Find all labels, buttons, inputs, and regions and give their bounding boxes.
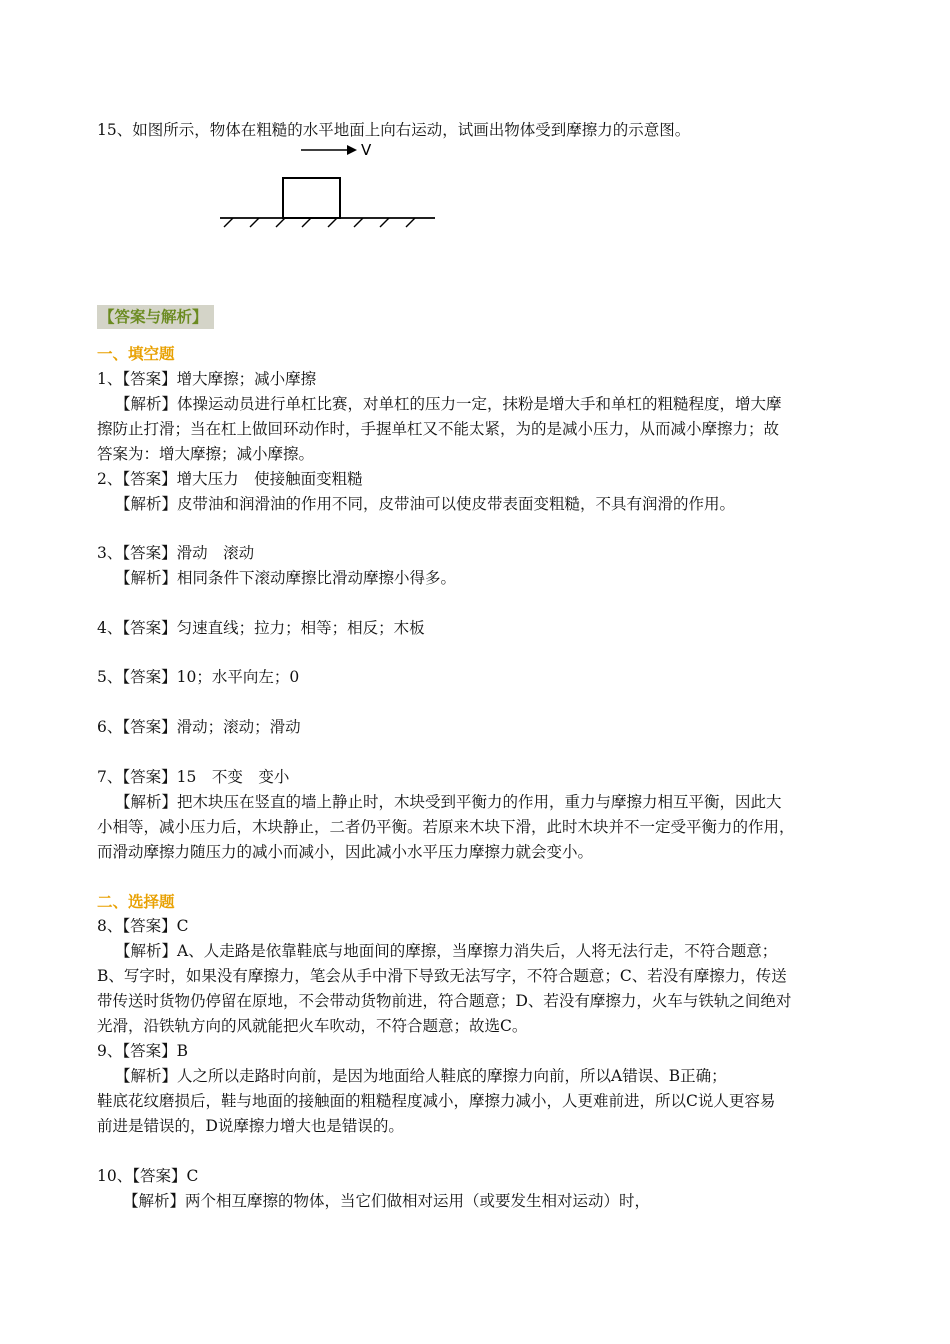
ground-hatching xyxy=(224,218,415,227)
analysis-line: 答案为：增大摩擦；减小摩擦。 xyxy=(97,445,315,463)
answer-line: 2、【答案】增大压力 使接触面变粗糙 xyxy=(97,470,363,488)
answer-line: 9、【答案】B xyxy=(97,1042,189,1060)
answer-line: 4、【答案】匀速直线；拉力；相等；相反；木板 xyxy=(97,619,425,637)
analysis-line: 前进是错误的，D说摩擦力增大也是错误的。 xyxy=(97,1117,404,1135)
analysis-line: 【解析】把木块压在竖直的墙上静止时，木块受到平衡力的作用，重力与摩擦力相互平衡，因此大 xyxy=(115,793,782,811)
analysis-line: 【解析】体操运动员进行单杠比赛，对单杠的压力一定，抹粉是增大手和单杠的粗糙程度，增大摩 xyxy=(115,395,782,413)
answer-line: 7、【答案】15 不变 变小 xyxy=(97,768,290,786)
velocity-label: V xyxy=(361,141,372,159)
analysis-line: B、写字时，如果没有摩擦力，笔会从手中滑下导致无法写字，不符合题意；C、若没有摩擦力，传送 xyxy=(97,967,787,985)
analysis-line: 擦防止打滑；当在杠上做回环动作时，手握单杠又不能太紧，为的是减小压力，从而减小摩擦力；故 xyxy=(97,420,780,438)
analysis-line: 【解析】相同条件下滚动摩擦比滑动摩擦小得多。 xyxy=(115,569,457,587)
answer-line: 1、【答案】增大摩擦；减小摩擦 xyxy=(97,370,317,388)
answer-line: 6、【答案】滑动；滚动；滑动 xyxy=(97,718,301,736)
analysis-line: 【解析】两个相互摩擦的物体，当它们做相对运用（或要发生相对运动）时， xyxy=(123,1192,651,1210)
analysis-line: 光滑，沿铁轨方向的风就能把火车吹动，不符合题意；故选C。 xyxy=(97,1017,528,1035)
analysis-line: 小相等，减小压力后，木块静止，二者仍平衡。若原来木块下滑，此时木块并不一定受平衡力的作用， xyxy=(97,818,795,836)
section-multiple-choice: 二、选择题 xyxy=(97,893,175,911)
analysis-line: 带传送时货物仍停留在原地，不会带动货物前进，符合题意；D、若没有摩擦力，火车与铁轨之间绝对 xyxy=(97,992,792,1010)
answer-line: 10、【答案】C xyxy=(97,1167,199,1185)
section-fill-blank: 一、填空题 xyxy=(97,345,175,363)
analysis-line: 而滑动摩擦力随压力的减小而减小，因此减小水平压力摩擦力就会变小。 xyxy=(97,843,594,861)
analysis-line: 【解析】皮带油和润滑油的作用不同，皮带油可以使皮带表面变粗糙，不具有润滑的作用。 xyxy=(115,495,736,513)
analysis-line: 【解析】人之所以走路时向前，是因为地面给人鞋底的摩擦力向前，所以A错误、B正确； xyxy=(115,1067,727,1085)
answer-heading: 【答案与解析】 xyxy=(97,305,214,329)
answer-line: 5、【答案】10；水平向左；0 xyxy=(97,668,300,686)
question-15: 15、如图所示，物体在粗糙的水平地面上向右运动，试画出物体受到摩擦力的示意图。 xyxy=(97,121,691,139)
block xyxy=(283,178,340,218)
analysis-line: 【解析】A、人走路是依靠鞋底与地面间的摩擦，当摩擦力消失后，人将无法行走，不符合题意； xyxy=(115,942,778,960)
friction-figure xyxy=(215,138,445,233)
answer-line: 3、【答案】滑动 滚动 xyxy=(97,544,255,562)
analysis-line: 鞋底花纹磨损后，鞋与地面的接触面的粗糙程度减小，摩擦力减小，人更难前进，所以C说人更容易 xyxy=(97,1092,776,1110)
answer-line: 8、【答案】C xyxy=(97,917,189,935)
